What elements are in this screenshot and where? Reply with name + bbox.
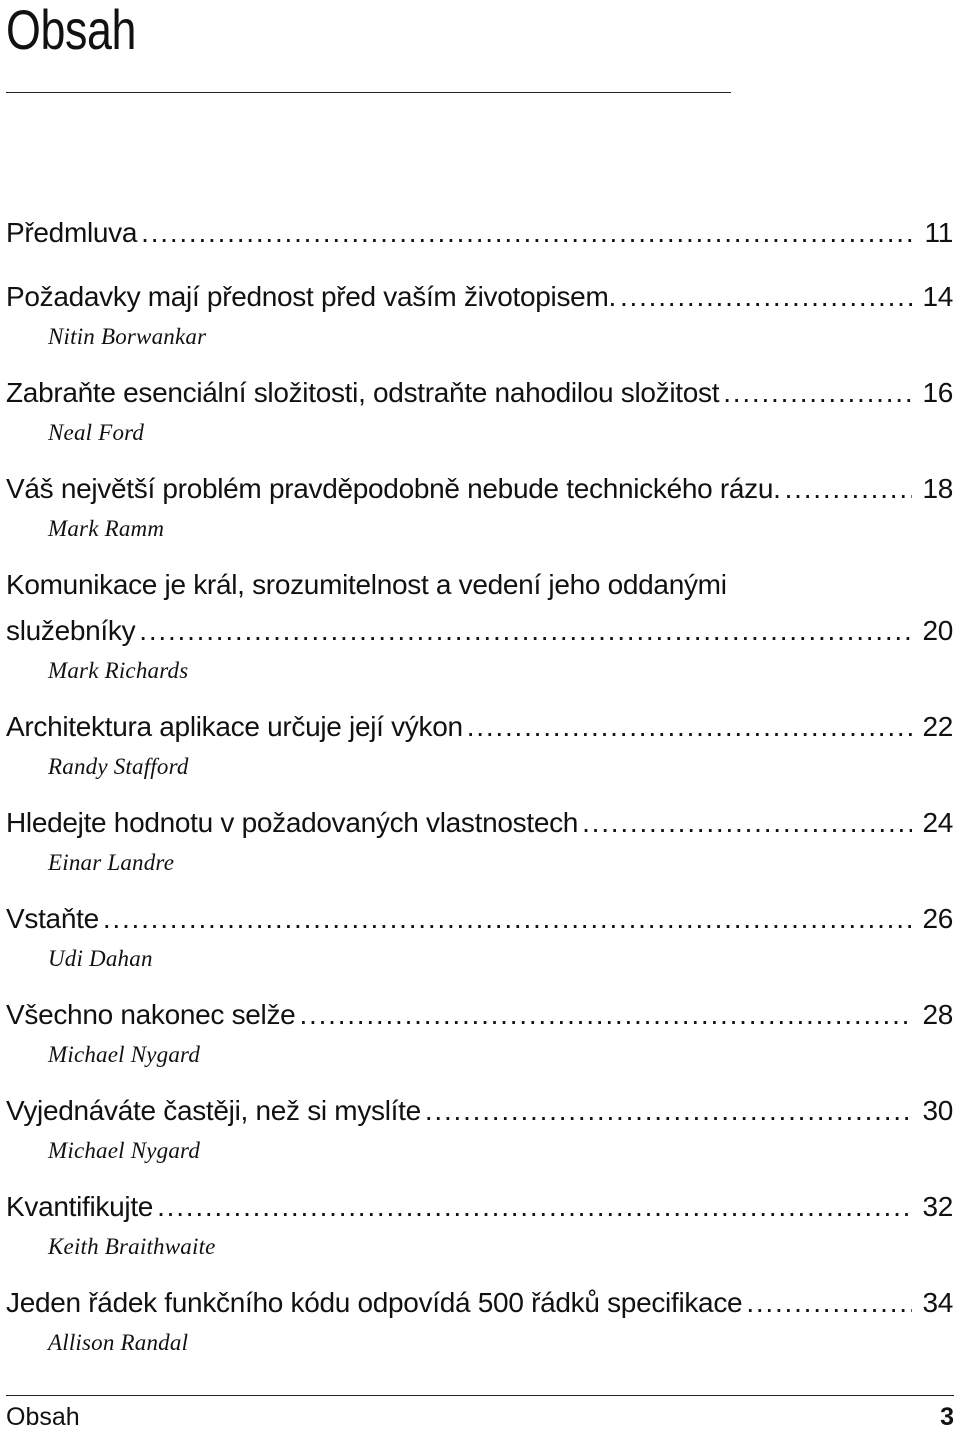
toc-entry[interactable] — [6, 896, 953, 974]
toc-entry[interactable] — [6, 210, 953, 256]
toc-entry-title[interactable]: služebníky — [6, 615, 136, 646]
toc-entry[interactable] — [6, 562, 953, 686]
toc-page-number: 34 — [922, 1287, 953, 1318]
toc-entry[interactable] — [6, 992, 953, 1070]
toc-entry-title[interactable]: Hledejte hodnotu v požadovaných vlastnostech — [6, 807, 579, 838]
dot-leader — [141, 210, 914, 256]
toc-entry-author: Randy Stafford — [48, 754, 189, 779]
dot-leader — [157, 1184, 912, 1230]
toc-entry[interactable] — [6, 274, 953, 352]
dot-leader — [785, 466, 913, 512]
toc-entry-title[interactable]: Architektura aplikace určuje její výkon — [6, 711, 463, 742]
dot-leader — [299, 992, 912, 1038]
dot-leader — [746, 1280, 912, 1326]
toc-entry[interactable] — [6, 704, 953, 782]
toc-entry-author: Neal Ford — [48, 420, 145, 445]
toc-entry-author: Michael Nygard — [48, 1138, 201, 1163]
footer-divider — [6, 1395, 954, 1396]
toc-entry-row[interactable] — [6, 210, 953, 256]
toc-page-number: 22 — [922, 711, 953, 742]
dot-leader — [425, 1088, 913, 1134]
toc-page-number: 20 — [922, 615, 953, 646]
dot-leader — [723, 370, 912, 416]
toc-entry-author: Nitin Borwankar — [48, 324, 207, 349]
toc-entry-row[interactable] — [6, 466, 953, 512]
toc-entry-author: Udi Dahan — [48, 946, 153, 971]
toc-entry-title[interactable]: Kvantifikujte — [6, 1191, 154, 1222]
page-title: Obsah — [6, 0, 136, 61]
toc-entry-title[interactable]: Předmluva — [6, 217, 138, 248]
toc-entry[interactable] — [6, 466, 953, 544]
toc-entry-row[interactable] — [6, 274, 953, 320]
toc-page-number: 32 — [922, 1191, 953, 1222]
toc-entry[interactable] — [6, 370, 953, 448]
toc-entry-row[interactable] — [6, 992, 953, 1038]
dot-leader — [467, 704, 913, 750]
toc-entry-author: Allison Randal — [48, 1330, 189, 1355]
toc-entry-author: Mark Richards — [48, 658, 189, 683]
toc-entry[interactable] — [6, 1280, 953, 1358]
toc-entry-author: Einar Landre — [48, 850, 175, 875]
toc-entry-title-line1[interactable]: Komunikace je král, srozumitelnost a vedení jeho oddanými — [6, 569, 727, 600]
toc-entry-row[interactable] — [6, 800, 953, 846]
toc-page-number: 24 — [922, 807, 953, 838]
footer-page-number: 3 — [940, 1403, 954, 1431]
toc-entry-title[interactable]: Vstaňte — [6, 903, 99, 934]
toc-entry-title[interactable]: Váš největší problém pravděpodobně nebude technického rázu. — [6, 473, 781, 504]
toc-entry-title[interactable]: Vyjednáváte častěji, než si myslíte — [6, 1095, 421, 1126]
toc-entry-row[interactable] — [6, 704, 953, 750]
dot-leader — [139, 608, 912, 654]
toc-entry-author: Mark Ramm — [48, 516, 165, 541]
toc-page-number: 30 — [922, 1095, 953, 1126]
toc-entry-title[interactable]: Jeden řádek funkčního kódu odpovídá 500 řádků specifikace — [6, 1287, 743, 1318]
toc-page-number: 14 — [922, 281, 953, 312]
toc-entry-title[interactable]: Požadavky mají přednost před vaším životopisem. — [6, 281, 616, 312]
toc-entry-author: Keith Braithwaite — [48, 1234, 216, 1259]
toc-entry-row[interactable] — [6, 1088, 953, 1134]
footer-section-label: Obsah — [6, 1403, 80, 1431]
toc-entry-row[interactable] — [6, 608, 953, 654]
toc-page-number: 11 — [924, 217, 953, 248]
toc-list — [6, 210, 953, 1376]
toc-page-number: 18 — [922, 473, 953, 504]
toc-page-number: 28 — [922, 999, 953, 1030]
toc-entry-title[interactable]: Zabraňte esenciální složitosti, odstraňte nahodilou složitost — [6, 377, 720, 408]
toc-entry-row[interactable] — [6, 1280, 953, 1326]
dot-leader — [582, 800, 912, 846]
toc-entry-author: Michael Nygard — [48, 1042, 201, 1067]
toc-entry-title[interactable]: Všechno nakonec selže — [6, 999, 296, 1030]
toc-entry-row[interactable] — [6, 370, 953, 416]
toc-entry-row[interactable] — [6, 1184, 953, 1230]
toc-entry[interactable] — [6, 1088, 953, 1166]
title-divider — [6, 92, 731, 93]
dot-leader — [103, 896, 913, 942]
toc-entry[interactable] — [6, 800, 953, 878]
toc-entry-row[interactable] — [6, 896, 953, 942]
dot-leader — [620, 274, 912, 320]
toc-page-number: 16 — [922, 377, 953, 408]
toc-page-number: 26 — [922, 903, 953, 934]
toc-entry[interactable] — [6, 1184, 953, 1262]
